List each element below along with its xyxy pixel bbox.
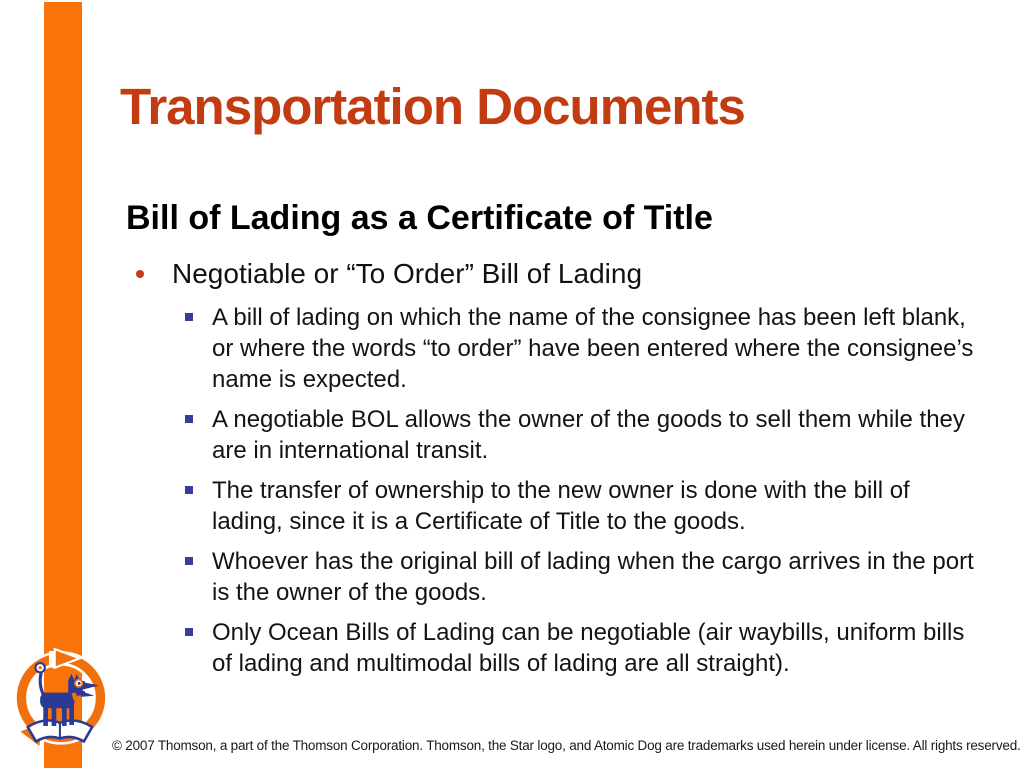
list-item <box>212 546 984 608</box>
sub-bullet-list <box>212 302 984 688</box>
top-level-bullet <box>134 258 954 290</box>
square-bullet-icon <box>185 415 193 423</box>
sub-bullet-text: A negotiable BOL allows the owner of the goods to sell them while they are in international transit. <box>212 406 965 464</box>
section-heading: Bill of Lading as a Certificate of Title <box>126 199 713 237</box>
sub-bullet-text: Whoever has the original bill of lading when the cargo arrives in the port is the owner of the goods. <box>212 548 974 606</box>
square-bullet-icon <box>185 628 193 636</box>
square-bullet-icon <box>185 557 193 565</box>
slide-title: Transportation Documents <box>120 78 745 135</box>
list-item <box>212 617 984 679</box>
sub-bullet-text: Only Ocean Bills of Lading can be negotiable (air waybills, uniform bills of lading and multimodal bills of lading are all straight). <box>212 619 965 677</box>
copyright-text: © 2007 Thomson, a part of the Thomson Corporation. Thomson, the Star logo, and Atomic Dog are trademarks used herein under license. All rights reserved. <box>112 738 1021 753</box>
list-item <box>212 475 984 537</box>
list-item <box>212 404 984 466</box>
atomic-dog-logo <box>10 648 114 754</box>
square-bullet-icon <box>185 486 193 494</box>
square-bullet-icon <box>185 313 193 321</box>
bullet-text: Negotiable or “To Order” Bill of Lading <box>172 258 643 289</box>
sub-bullet-text: The transfer of ownership to the new owner is done with the bill of lading, since it is a Certificate of Title to the goods. <box>212 477 910 535</box>
sub-bullet-text: A bill of lading on which the name of the consignee has been left blank, or where the words “to order” have been entered where the consignee’s name is expected. <box>212 304 974 393</box>
book-icon <box>28 721 92 742</box>
list-item <box>212 302 984 395</box>
round-bullet-icon <box>136 270 144 278</box>
